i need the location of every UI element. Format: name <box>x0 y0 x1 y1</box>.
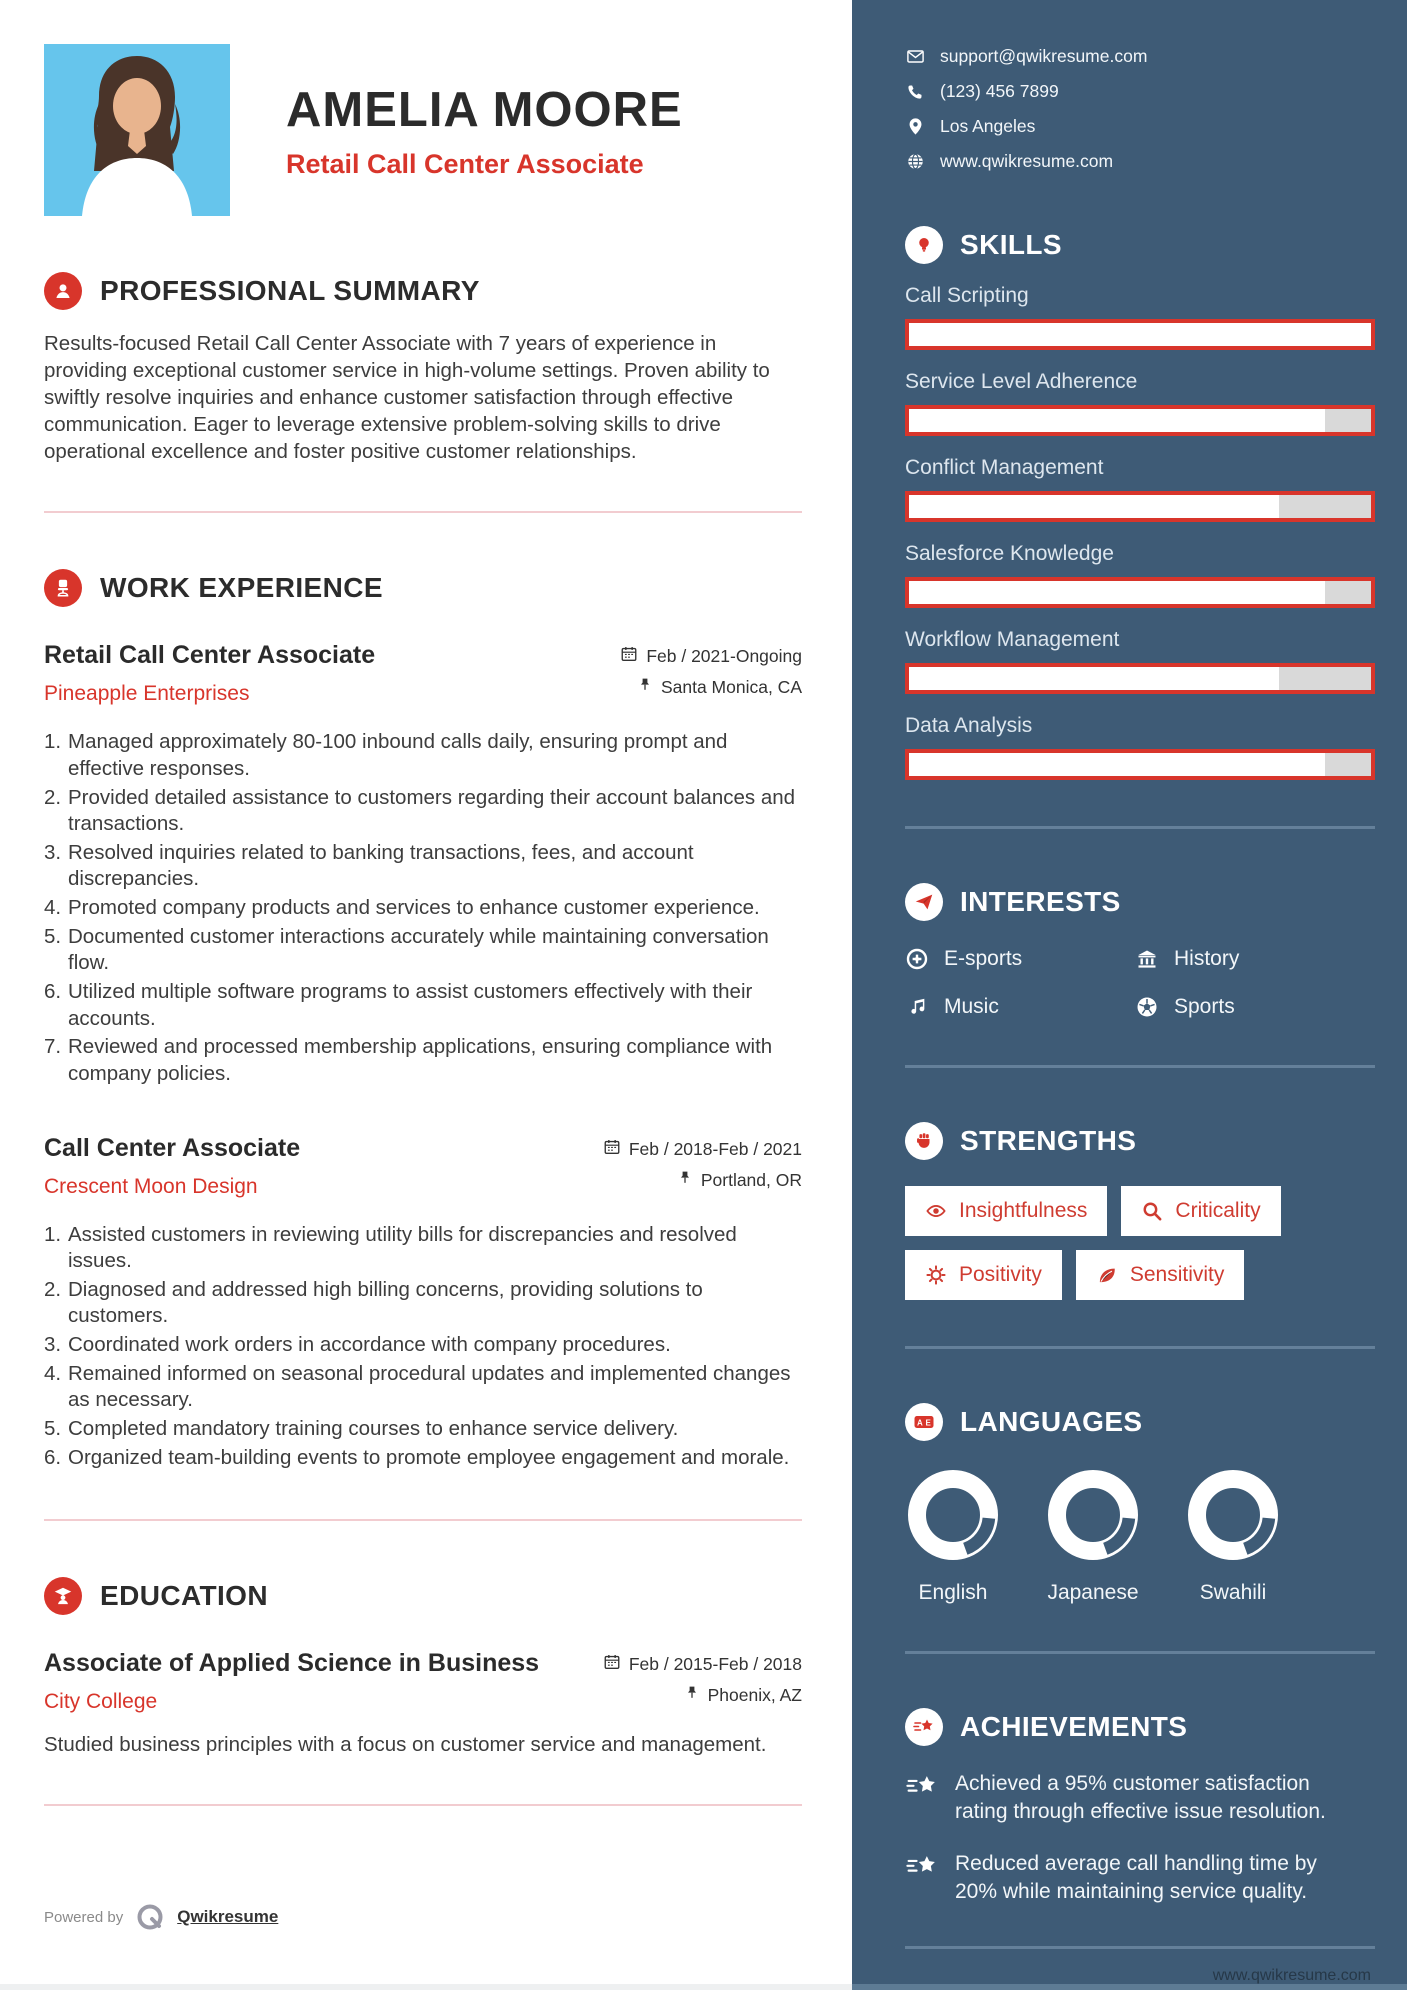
language-name: Japanese <box>1047 1581 1139 1604</box>
sun-icon <box>925 1264 947 1286</box>
job-bullet: Diagnosed and addressed high billing concerns, providing solutions to customers. <box>68 1277 703 1328</box>
candidate-title: Retail Call Center Associate <box>286 149 644 179</box>
divider <box>44 1804 802 1806</box>
job-bullet: Assisted customers in reviewing utility bills for discrepancies and resolved issues. <box>68 1222 737 1273</box>
translate-icon <box>905 1403 943 1441</box>
interest-label: Sports <box>1174 995 1235 1018</box>
skill-item <box>905 542 1375 608</box>
language-name: Swahili <box>1199 1581 1267 1604</box>
sidebar-divider <box>905 1651 1375 1654</box>
job-bullet: Remained informed on seasonal procedural updates and implemented changes as necessary. <box>68 1361 791 1412</box>
phone-icon <box>905 82 925 102</box>
achievement-text: Achieved a 95% customer satisfaction rating through effective issue resolution. <box>955 1772 1326 1823</box>
skill-bar <box>905 577 1375 608</box>
job-entry <box>44 1134 802 1472</box>
achievement-item <box>905 1770 1375 1826</box>
education-heading-row <box>44 1577 802 1615</box>
job-bullet: Managed approximately 80-100 inbound calls daily, ensuring prompt and effective responses. <box>68 730 728 780</box>
skill-item <box>905 628 1375 694</box>
skill-name: Conflict Management <box>905 456 1104 479</box>
website-text: www.qwikresume.com <box>940 151 1114 171</box>
section-summary <box>44 272 802 465</box>
language-item <box>1045 1467 1141 1605</box>
shooting-star-icon <box>905 1708 943 1746</box>
profile-photo <box>44 44 230 216</box>
header <box>44 44 802 216</box>
job-date: Feb / 2021-Ongoing <box>646 646 802 667</box>
education-text: Studied business principles with a focus on customer service and management. <box>44 1733 767 1757</box>
pushpin-icon <box>677 1170 693 1191</box>
contact-location <box>905 116 1375 137</box>
degree: Associate of Applied Science in Business <box>44 1649 540 1678</box>
globe-icon <box>905 152 925 172</box>
job-bullet: Promoted company products and services to enhance customer experience. <box>68 896 760 920</box>
strength-label: Criticality <box>1175 1199 1261 1222</box>
education-heading: EDUCATION <box>100 1580 268 1612</box>
language-item <box>1185 1467 1281 1605</box>
skill-name: Workflow Management <box>905 628 1120 651</box>
skills-heading-row <box>905 226 1375 264</box>
office-chair-icon <box>44 569 82 607</box>
svg-text:E: E <box>925 1418 931 1428</box>
strength-label: Positivity <box>959 1263 1042 1286</box>
languages-row <box>905 1467 1375 1605</box>
interest-label: History <box>1174 947 1240 970</box>
job-bullet: Resolved inquiries related to banking transactions, fees, and account discrepancies. <box>68 840 694 891</box>
job-entry <box>44 641 802 1087</box>
skill-name: Data Analysis <box>905 714 1033 737</box>
sidebar-website[interactable]: www.qwikresume.com <box>1212 1966 1371 1984</box>
candidate-name: AMELIA MOORE <box>286 83 683 137</box>
lightbulb-icon <box>905 226 943 264</box>
achievements-heading: ACHIEVEMENTS <box>960 1711 1188 1742</box>
skill-item <box>905 456 1375 522</box>
phone-text: (123) 456 7899 <box>940 81 1059 101</box>
job-bullets <box>44 729 802 1087</box>
leaf-icon <box>1096 1264 1118 1286</box>
summary-heading: PROFESSIONAL SUMMARY <box>100 275 480 306</box>
job-bullet: Completed mandatory training courses to enhance service delivery. <box>68 1417 679 1441</box>
qwikresume-link[interactable]: Qwikresume <box>177 1907 279 1926</box>
contact-phone <box>905 81 1375 102</box>
job-bullet: Organized team-building events to promote employee engagement and morale. <box>68 1445 790 1469</box>
fist-icon <box>905 1122 943 1160</box>
strength-chip <box>1076 1250 1245 1300</box>
language-item <box>905 1467 1001 1605</box>
location-pin-icon <box>905 117 925 137</box>
qwikresume-logo-icon <box>135 1902 165 1932</box>
strengths-chips <box>905 1186 1375 1300</box>
job-bullet: Coordinated work orders in accordance with company procedures. <box>68 1333 671 1357</box>
music-note-icon <box>905 995 929 1019</box>
education-date: Feb / 2015-Feb / 2018 <box>628 1654 802 1675</box>
interests-grid <box>905 947 1375 1019</box>
strengths-heading: STRENGTHS <box>960 1125 1137 1156</box>
contact-website[interactable] <box>905 151 1375 172</box>
strengths-heading-row <box>905 1122 1375 1160</box>
identity <box>286 83 683 180</box>
section-work <box>44 569 802 1473</box>
work-heading: WORK EXPERIENCE <box>100 572 383 604</box>
sidebar-divider <box>905 1346 1375 1349</box>
skill-bar <box>905 749 1375 780</box>
language-donut-chart <box>905 1467 1001 1563</box>
powered-by-label: Powered by <box>44 1908 124 1926</box>
section-education <box>44 1577 802 1758</box>
pushpin-icon <box>637 677 653 698</box>
calendar-icon <box>603 1138 621 1161</box>
svg-text:A: A <box>917 1418 923 1428</box>
skills-heading: SKILLS <box>960 229 1062 260</box>
museum-icon <box>1135 947 1159 971</box>
language-name: English <box>918 1581 988 1604</box>
achievement-item <box>905 1850 1375 1906</box>
contact-block <box>905 46 1375 172</box>
job-title: Call Center Associate <box>44 1133 301 1162</box>
strength-label: Sensitivity <box>1129 1263 1225 1286</box>
interest-item <box>1135 995 1375 1019</box>
shooting-star-icon <box>905 1772 939 1802</box>
interest-item <box>905 947 1135 971</box>
strength-chip <box>905 1250 1062 1300</box>
person-icon <box>44 272 82 310</box>
contact-email[interactable] <box>905 46 1375 67</box>
interests-heading: INTERESTS <box>960 886 1121 917</box>
language-donut-chart <box>1045 1467 1141 1563</box>
strength-label: Insightfulness <box>959 1199 1088 1222</box>
skill-name: Service Level Adherence <box>905 370 1138 393</box>
footer <box>44 1902 802 1960</box>
eye-icon <box>925 1200 947 1222</box>
job-bullet: Reviewed and processed membership applications, ensuring compliance with company policies. <box>68 1035 773 1085</box>
pushpin-icon <box>684 1685 700 1706</box>
interest-label: E-sports <box>944 947 1023 970</box>
skill-item <box>905 284 1375 350</box>
job-date: Feb / 2018-Feb / 2021 <box>628 1138 802 1159</box>
job-bullet: Provided detailed assistance to customers regarding their account balances and transactions. <box>68 785 796 836</box>
summary-text: Results-focused Retail Call Center Associate with 7 years of experience in providing exceptional customer service in high-volume settings. Proven ability to swiftly resolve inquiries and enhance customer satisfaction through effective communication. Eager to leverage extensive problem-solving skills to drive operational excellence and foster positive customer relationships. <box>44 332 770 464</box>
interest-label: Music <box>944 995 999 1018</box>
skill-bar <box>905 491 1375 522</box>
language-donut-chart <box>1185 1467 1281 1563</box>
languages-heading: LANGUAGES <box>960 1406 1143 1437</box>
job-bullet: Utilized multiple software programs to assist customers effectively with their accounts. <box>68 980 753 1030</box>
strength-chip <box>1121 1186 1280 1236</box>
sidebar <box>852 0 1407 1990</box>
skill-bar <box>905 663 1375 694</box>
job-bullets <box>44 1222 802 1472</box>
skill-item <box>905 370 1375 436</box>
email-text: support@qwikresume.com <box>940 46 1148 66</box>
achievements-heading-row <box>905 1708 1375 1746</box>
calendar-icon <box>620 645 638 668</box>
sidebar-divider <box>905 1946 1375 1949</box>
skill-name: Salesforce Knowledge <box>905 542 1114 565</box>
achievement-text: Reduced average call handling time by 20% while maintaining service quality. <box>955 1851 1317 1903</box>
work-heading-row <box>44 569 802 607</box>
interests-heading-row <box>905 883 1375 921</box>
job-title: Retail Call Center Associate <box>44 641 376 670</box>
paper-plane-icon <box>905 883 943 921</box>
skill-name: Call Scripting <box>905 284 1029 307</box>
divider <box>44 1519 802 1521</box>
job-company: Pineapple Enterprises <box>44 682 250 706</box>
divider <box>44 511 802 513</box>
education-location: Phoenix, AZ <box>707 1685 802 1706</box>
interest-item <box>1135 947 1375 971</box>
gamepad-badge-icon <box>905 947 929 971</box>
skill-item <box>905 714 1375 780</box>
magnifier-icon <box>1141 1200 1163 1222</box>
summary-heading-row <box>44 272 802 310</box>
sidebar-divider <box>905 1065 1375 1068</box>
strength-chip <box>905 1186 1107 1236</box>
skill-bar <box>905 319 1375 350</box>
job-bullet: Documented customer interactions accurately while maintaining conversation flow. <box>68 924 769 975</box>
job-location: Santa Monica, CA <box>660 677 802 698</box>
languages-heading-row <box>905 1403 1375 1441</box>
job-location: Portland, OR <box>700 1169 802 1190</box>
job-company: Crescent Moon Design <box>44 1174 258 1198</box>
education-entry <box>44 1649 802 1758</box>
school: City College <box>44 1690 158 1714</box>
soccer-ball-icon <box>1135 995 1159 1019</box>
calendar-icon <box>603 1653 621 1676</box>
shooting-star-icon <box>905 1852 939 1882</box>
location-text: Los Angeles <box>940 116 1036 136</box>
sidebar-divider <box>905 826 1375 829</box>
graduate-icon <box>44 1577 82 1615</box>
page-bottom-edge <box>0 1984 1407 1990</box>
envelope-icon <box>905 47 925 67</box>
skill-bar <box>905 405 1375 436</box>
interest-item <box>905 995 1135 1019</box>
